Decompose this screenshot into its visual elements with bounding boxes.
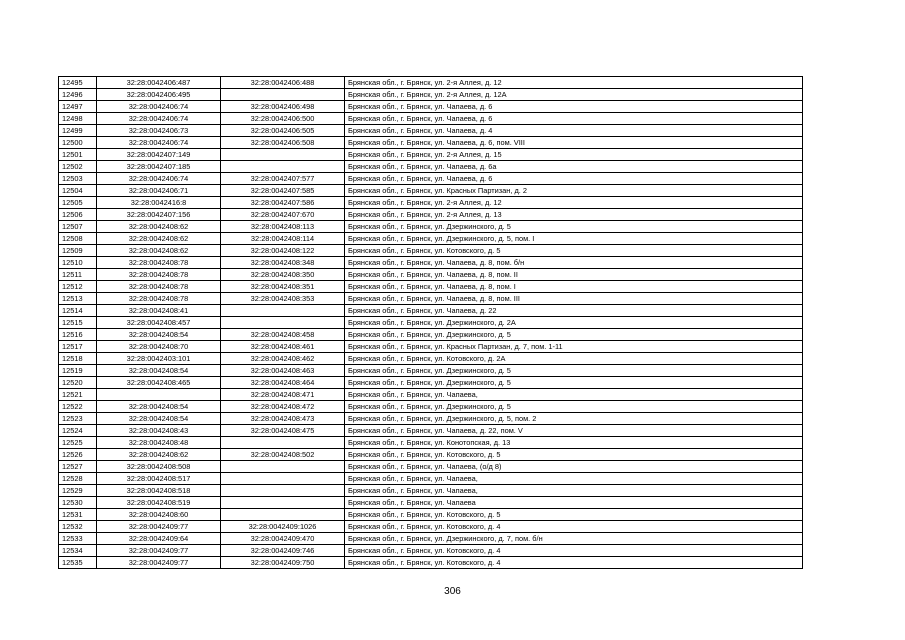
- cadastral-number-land: 32:28:0042406:74: [97, 137, 221, 149]
- cadastral-number-land: 32:28:0042408:54: [97, 401, 221, 413]
- address-cell: Брянская обл., г. Брянск, ул. 2-я Аллея, д. 15: [345, 149, 803, 161]
- cadastral-number-object: 32:28:0042406:498: [221, 101, 345, 113]
- cadastral-number-object: [221, 305, 345, 317]
- address-cell: Брянская обл., г. Брянск, ул. Чапаева, д. 8, пом. I: [345, 281, 803, 293]
- table-row: [59, 557, 803, 569]
- cadastral-number-land: 32:28:0042407:156: [97, 209, 221, 221]
- cadastral-number-object: 32:28:0042408:461: [221, 341, 345, 353]
- table-row: [59, 161, 803, 173]
- row-number: 12525: [59, 437, 97, 449]
- table-row: [59, 497, 803, 509]
- cadastral-number-land: 32:28:0042408:62: [97, 245, 221, 257]
- table-row: [59, 113, 803, 125]
- cadastral-number-object: 32:28:0042409:470: [221, 533, 345, 545]
- address-cell: Брянская обл., г. Брянск, ул. 2-я Аллея, д. 13: [345, 209, 803, 221]
- row-number: 12533: [59, 533, 97, 545]
- cadastral-number-object: [221, 161, 345, 173]
- cadastral-number-land: 32:28:0042408:78: [97, 293, 221, 305]
- table-row: [59, 473, 803, 485]
- address-cell: Брянская обл., г. Брянск, ул. Котовского, д. 4: [345, 521, 803, 533]
- address-cell: Брянская обл., г. Брянск, ул. Дзержинского, д. 5, пом. I: [345, 233, 803, 245]
- row-number: 12511: [59, 269, 97, 281]
- cadastral-number-object: 32:28:0042408:122: [221, 245, 345, 257]
- cadastral-number-object: 32:28:0042409:1026: [221, 521, 345, 533]
- address-cell: Брянская обл., г. Брянск, ул. Чапаева, д. 6а: [345, 161, 803, 173]
- address-cell: Брянская обл., г. Брянск, ул. Чапаева, д. 6: [345, 113, 803, 125]
- cadastral-number-land: 32:28:0042406:73: [97, 125, 221, 137]
- registry-table: [58, 76, 803, 569]
- address-cell: Брянская обл., г. Брянск, ул. Чапаева: [345, 497, 803, 509]
- table-row: [59, 449, 803, 461]
- cadastral-number-land: 32:28:0042408:62: [97, 221, 221, 233]
- address-cell: Брянская обл., г. Брянск, ул. Конотопская, д. 13: [345, 437, 803, 449]
- cadastral-number-object: 32:28:0042408:472: [221, 401, 345, 413]
- cadastral-number-object: 32:28:0042408:113: [221, 221, 345, 233]
- cadastral-number-land: 32:28:0042408:62: [97, 449, 221, 461]
- table-row: [59, 125, 803, 137]
- address-cell: Брянская обл., г. Брянск, ул. Дзержинского, д. 5: [345, 221, 803, 233]
- cadastral-number-land: 32:28:0042406:71: [97, 185, 221, 197]
- cadastral-number-land: 32:28:0042409:77: [97, 545, 221, 557]
- cadastral-number-land: 32:28:0042416:8: [97, 197, 221, 209]
- cadastral-number-land: 32:28:0042408:518: [97, 485, 221, 497]
- row-number: 12518: [59, 353, 97, 365]
- address-cell: Брянская обл., г. Брянск, ул. Котовского, д. 5: [345, 245, 803, 257]
- cadastral-number-land: 32:28:0042408:465: [97, 377, 221, 389]
- page-number: 306: [444, 586, 461, 597]
- row-number: 12531: [59, 509, 97, 521]
- address-cell: Брянская обл., г. Брянск, ул. Дзержинского, д. 5: [345, 365, 803, 377]
- table-row: [59, 485, 803, 497]
- table-row: [59, 245, 803, 257]
- table-row: [59, 257, 803, 269]
- table-row: [59, 413, 803, 425]
- cadastral-number-land: 32:28:0042407:185: [97, 161, 221, 173]
- address-cell: Брянская обл., г. Брянск, ул. Чапаева, д. 22: [345, 305, 803, 317]
- address-cell: Брянская обл., г. Брянск, ул. Чапаева,: [345, 473, 803, 485]
- cadastral-number-object: 32:28:0042408:114: [221, 233, 345, 245]
- row-number: 12502: [59, 161, 97, 173]
- registry-table-body: [59, 77, 803, 569]
- cadastral-number-object: [221, 473, 345, 485]
- address-cell: Брянская обл., г. Брянск, ул. Котовского, д. 2А: [345, 353, 803, 365]
- table-row: [59, 509, 803, 521]
- address-cell: Брянская обл., г. Брянск, ул. Красных Партизан, д. 7, пом. 1-11: [345, 341, 803, 353]
- cadastral-number-object: 32:28:0042408:471: [221, 389, 345, 401]
- row-number: 12510: [59, 257, 97, 269]
- cadastral-number-land: 32:28:0042406:495: [97, 89, 221, 101]
- address-cell: Брянская обл., г. Брянск, ул. Чапаева,: [345, 485, 803, 497]
- row-number: 12524: [59, 425, 97, 437]
- address-cell: Брянская обл., г. Брянск, ул. Дзержинского, д. 7, пом. б/н: [345, 533, 803, 545]
- table-row: [59, 269, 803, 281]
- row-number: 12495: [59, 77, 97, 89]
- table-row: [59, 89, 803, 101]
- cadastral-number-object: 32:28:0042408:353: [221, 293, 345, 305]
- address-cell: Брянская обл., г. Брянск, ул. Чапаева,: [345, 389, 803, 401]
- cadastral-number-land: 32:28:0042408:54: [97, 365, 221, 377]
- table-row: [59, 221, 803, 233]
- table-row: [59, 305, 803, 317]
- table-row: [59, 353, 803, 365]
- cadastral-number-land: 32:28:0042409:64: [97, 533, 221, 545]
- cadastral-number-land: 32:28:0042408:508: [97, 461, 221, 473]
- address-cell: Брянская обл., г. Брянск, ул. Котовского, д. 5: [345, 509, 803, 521]
- cadastral-number-object: 32:28:0042407:577: [221, 173, 345, 185]
- address-cell: Брянская обл., г. Брянск, ул. Чапаева, д. 6, пом. VIII: [345, 137, 803, 149]
- cadastral-number-object: 32:28:0042408:463: [221, 365, 345, 377]
- row-number: 12517: [59, 341, 97, 353]
- cadastral-number-object: [221, 149, 345, 161]
- cadastral-number-object: 32:28:0042406:505: [221, 125, 345, 137]
- table-row: [59, 377, 803, 389]
- cadastral-number-land: 32:28:0042408:70: [97, 341, 221, 353]
- table-row: [59, 533, 803, 545]
- cadastral-number-land: 32:28:0042408:78: [97, 269, 221, 281]
- cadastral-number-land: 32:28:0042406:487: [97, 77, 221, 89]
- row-number: 12498: [59, 113, 97, 125]
- row-number: 12527: [59, 461, 97, 473]
- cadastral-number-land: 32:28:0042408:517: [97, 473, 221, 485]
- table-row: [59, 317, 803, 329]
- address-cell: Брянская обл., г. Брянск, ул. Дзержинского, д. 2А: [345, 317, 803, 329]
- cadastral-number-land: 32:28:0042403:101: [97, 353, 221, 365]
- row-number: 12504: [59, 185, 97, 197]
- cadastral-number-land: 32:28:0042408:78: [97, 257, 221, 269]
- row-number: 12532: [59, 521, 97, 533]
- table-row: [59, 389, 803, 401]
- row-number: 12530: [59, 497, 97, 509]
- table-row: [59, 401, 803, 413]
- row-number: 12523: [59, 413, 97, 425]
- cadastral-number-land: 32:28:0042409:77: [97, 557, 221, 569]
- table-row: [59, 173, 803, 185]
- address-cell: Брянская обл., г. Брянск, ул. Дзержинского, д. 5, пом. 2: [345, 413, 803, 425]
- document-page: [58, 76, 803, 569]
- cadastral-number-object: 32:28:0042408:348: [221, 257, 345, 269]
- row-number: 12526: [59, 449, 97, 461]
- cadastral-number-land: 32:28:0042408:457: [97, 317, 221, 329]
- address-cell: Брянская обл., г. Брянск, ул. 2-я Аллея, д. 12А: [345, 89, 803, 101]
- address-cell: Брянская обл., г. Брянск, ул. Чапаева, д. 22, пом. V: [345, 425, 803, 437]
- cadastral-number-object: 32:28:0042407:670: [221, 209, 345, 221]
- row-number: 12529: [59, 485, 97, 497]
- cadastral-number-land: 32:28:0042408:41: [97, 305, 221, 317]
- cadastral-number-land: 32:28:0042408:62: [97, 233, 221, 245]
- row-number: 12521: [59, 389, 97, 401]
- cadastral-number-land: 32:28:0042408:519: [97, 497, 221, 509]
- cadastral-number-object: 32:28:0042408:350: [221, 269, 345, 281]
- address-cell: Брянская обл., г. Брянск, ул. Чапаева, д. 8, пом. II: [345, 269, 803, 281]
- row-number: 12513: [59, 293, 97, 305]
- address-cell: Брянская обл., г. Брянск, ул. Чапаева, (о/д 8): [345, 461, 803, 473]
- cadastral-number-object: 32:28:0042406:508: [221, 137, 345, 149]
- cadastral-number-object: [221, 89, 345, 101]
- table-row: [59, 341, 803, 353]
- cadastral-number-object: 32:28:0042408:473: [221, 413, 345, 425]
- row-number: 12509: [59, 245, 97, 257]
- row-number: 12535: [59, 557, 97, 569]
- cadastral-number-land: [97, 389, 221, 401]
- row-number: 12505: [59, 197, 97, 209]
- cadastral-number-object: 32:28:0042406:500: [221, 113, 345, 125]
- table-row: [59, 293, 803, 305]
- cadastral-number-object: [221, 317, 345, 329]
- row-number: 12520: [59, 377, 97, 389]
- row-number: 12506: [59, 209, 97, 221]
- row-number: 12508: [59, 233, 97, 245]
- cadastral-number-object: 32:28:0042408:458: [221, 329, 345, 341]
- cadastral-number-land: 32:28:0042408:54: [97, 329, 221, 341]
- cadastral-number-land: 32:28:0042409:77: [97, 521, 221, 533]
- table-row: [59, 425, 803, 437]
- row-number: 12499: [59, 125, 97, 137]
- cadastral-number-land: 32:28:0042406:74: [97, 113, 221, 125]
- table-row: [59, 137, 803, 149]
- cadastral-number-object: [221, 437, 345, 449]
- address-cell: Брянская обл., г. Брянск, ул. Чапаева, д. 6: [345, 101, 803, 113]
- row-number: 12496: [59, 89, 97, 101]
- cadastral-number-land: 32:28:0042406:74: [97, 101, 221, 113]
- row-number: 12519: [59, 365, 97, 377]
- row-number: 12516: [59, 329, 97, 341]
- table-row: [59, 329, 803, 341]
- row-number: 12514: [59, 305, 97, 317]
- row-number: 12522: [59, 401, 97, 413]
- address-cell: Брянская обл., г. Брянск, ул. Дзержинского, д. 5: [345, 401, 803, 413]
- address-cell: Брянская обл., г. Брянск, ул. Котовского, д. 4: [345, 557, 803, 569]
- cadastral-number-object: [221, 485, 345, 497]
- cadastral-number-object: [221, 461, 345, 473]
- cadastral-number-object: 32:28:0042408:462: [221, 353, 345, 365]
- cadastral-number-object: [221, 509, 345, 521]
- table-row: [59, 281, 803, 293]
- cadastral-number-object: 32:28:0042406:488: [221, 77, 345, 89]
- cadastral-number-land: 32:28:0042408:78: [97, 281, 221, 293]
- address-cell: Брянская обл., г. Брянск, ул. 2-я Аллея, д. 12: [345, 197, 803, 209]
- row-number: 12528: [59, 473, 97, 485]
- address-cell: Брянская обл., г. Брянск, ул. Чапаева, д. 6: [345, 173, 803, 185]
- table-row: [59, 77, 803, 89]
- table-row: [59, 521, 803, 533]
- cadastral-number-object: 32:28:0042408:475: [221, 425, 345, 437]
- cadastral-number-object: 32:28:0042407:585: [221, 185, 345, 197]
- cadastral-number-object: 32:28:0042409:746: [221, 545, 345, 557]
- row-number: 12515: [59, 317, 97, 329]
- row-number: 12497: [59, 101, 97, 113]
- cadastral-number-land: 32:28:0042407:149: [97, 149, 221, 161]
- cadastral-number-object: [221, 497, 345, 509]
- table-row: [59, 149, 803, 161]
- table-row: [59, 185, 803, 197]
- address-cell: Брянская обл., г. Брянск, ул. Красных Партизан, д. 2: [345, 185, 803, 197]
- cadastral-number-land: 32:28:0042408:43: [97, 425, 221, 437]
- row-number: 12534: [59, 545, 97, 557]
- row-number: 12507: [59, 221, 97, 233]
- row-number: 12500: [59, 137, 97, 149]
- address-cell: Брянская обл., г. Брянск, ул. Чапаева, д. 8, пом. б/н: [345, 257, 803, 269]
- table-row: [59, 545, 803, 557]
- cadastral-number-land: 32:28:0042406:74: [97, 173, 221, 185]
- table-row: [59, 365, 803, 377]
- cadastral-number-object: 32:28:0042407:586: [221, 197, 345, 209]
- table-row: [59, 461, 803, 473]
- row-number: 12512: [59, 281, 97, 293]
- address-cell: Брянская обл., г. Брянск, ул. Чапаева, д. 8, пом. III: [345, 293, 803, 305]
- table-row: [59, 437, 803, 449]
- table-row: [59, 209, 803, 221]
- cadastral-number-land: 32:28:0042408:54: [97, 413, 221, 425]
- address-cell: Брянская обл., г. Брянск, ул. Дзержинского, д. 5: [345, 329, 803, 341]
- cadastral-number-land: 32:28:0042408:48: [97, 437, 221, 449]
- cadastral-number-object: 32:28:0042408:351: [221, 281, 345, 293]
- cadastral-number-object: 32:28:0042409:750: [221, 557, 345, 569]
- address-cell: Брянская обл., г. Брянск, ул. 2-я Аллея, д. 12: [345, 77, 803, 89]
- table-row: [59, 197, 803, 209]
- table-row: [59, 233, 803, 245]
- address-cell: Брянская обл., г. Брянск, ул. Котовского, д. 5: [345, 449, 803, 461]
- address-cell: Брянская обл., г. Брянск, ул. Котовского, д. 4: [345, 545, 803, 557]
- cadastral-number-object: 32:28:0042408:464: [221, 377, 345, 389]
- table-row: [59, 101, 803, 113]
- row-number: 12501: [59, 149, 97, 161]
- cadastral-number-land: 32:28:0042408:60: [97, 509, 221, 521]
- row-number: 12503: [59, 173, 97, 185]
- cadastral-number-object: 32:28:0042408:502: [221, 449, 345, 461]
- address-cell: Брянская обл., г. Брянск, ул. Дзержинского, д. 5: [345, 377, 803, 389]
- address-cell: Брянская обл., г. Брянск, ул. Чапаева, д. 4: [345, 125, 803, 137]
